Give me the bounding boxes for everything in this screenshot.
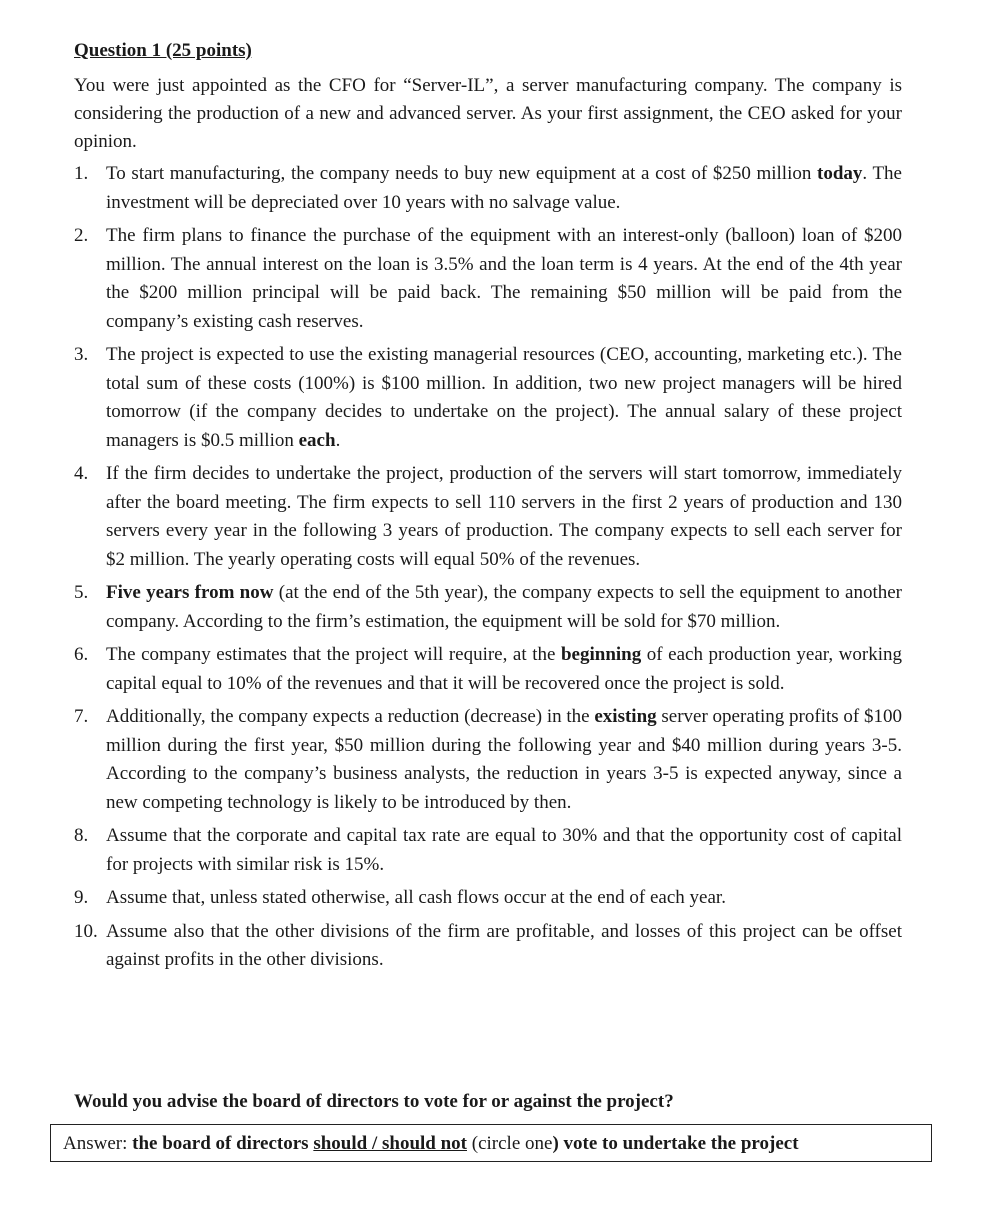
list-item: 6. The company estimates that the project will require, at the beginning of each production year, working capital equal to 10% of the revenues and that it will be recovered once the project is sold. — [74, 641, 902, 698]
question-prompt: Would you advise the board of directors to vote for or against the project? — [74, 1091, 674, 1112]
assumption-list — [74, 160, 902, 975]
question-page — [74, 38, 902, 980]
list-item: 2. The firm plans to finance the purchase of the equipment with an interest-only (balloon) loan of $200 million. The annual interest on the loan is 3.5% and the loan term is 4 years. At the end of the 4th year the $200 million principal will be paid back. The remaining $50 million will be paid from the company’s existing cash reserves. — [74, 222, 902, 336]
list-item: 7. Additionally, the company expects a reduction (decrease) in the existing server operating profits of $100 million during the first year, $50 million during the following year and $40 million during years 3-5. According to the company’s business analysts, the reduction in years 3-5 is expected anyway, since a new competing technology is likely to be introduced by then. — [74, 703, 902, 817]
answer-part-2: (circle one — [467, 1133, 553, 1154]
list-item: 9. Assume that, unless stated otherwise, all cash flows occur at the end of each year. — [74, 884, 902, 913]
answer-part-3: ) vote to undertake the project — [552, 1133, 799, 1154]
list-item: 1. To start manufacturing, the company needs to buy new equipment at a cost of $250 million today. The investment will be depreciated over 10 years with no salvage value. — [74, 160, 902, 217]
item-number: 8. — [74, 825, 89, 846]
list-item: 8. Assume that the corporate and capital tax rate are equal to 30% and that the opportunity cost of capital for projects with similar risk is 15%. — [74, 822, 902, 879]
item-number: 4. — [74, 463, 89, 484]
list-item: 5. Five years from now (at the end of the 5th year), the company expects to sell the equipment to another company. According to the firm’s estimation, the equipment will be sold for $70 million. — [74, 579, 902, 636]
intro-paragraph: You were just appointed as the CFO for “Server-IL”, a server manufacturing company. The company is considering the production of a new and advanced server. As your first assignment, the CEO asked for your opinion. — [74, 75, 902, 152]
list-item: 3. The project is expected to use the existing managerial resources (CEO, accounting, marketing etc.). The total sum of these costs (100%) is $100 million. In addition, two new project managers will be hired tomorrow (if the company decides to undertake on the project). The annual salary of these project managers is $0.5 million each. — [74, 341, 902, 455]
answer-box[interactable] — [50, 1124, 932, 1162]
item-number: 5. — [74, 582, 89, 603]
item-number: 3. — [74, 344, 89, 365]
item-number: 2. — [74, 225, 89, 246]
answer-part-1: the board of directors — [132, 1133, 314, 1154]
item-number: 6. — [74, 644, 89, 665]
answer-choice[interactable]: should / should not — [313, 1133, 467, 1154]
list-item: 10. Assume also that the other divisions of the firm are profitable, and losses of this project can be offset against profits in the other divisions. — [74, 918, 902, 975]
list-item: 4. If the firm decides to undertake the project, production of the servers will start tomorrow, immediately after the board meeting. The firm expects to sell 110 servers in the first 2 years of production and 130 servers every year in the following 3 years of production. The company expects to sell each server for $2 million. The yearly operating costs will equal 50% of the revenues. — [74, 460, 902, 574]
question-title: Question 1 (25 points) — [74, 40, 252, 61]
item-number: 7. — [74, 706, 89, 727]
item-number: 1. — [74, 163, 89, 184]
answer-label: Answer: — [63, 1133, 133, 1154]
item-number: 9. — [74, 887, 89, 908]
item-number: 10. — [74, 920, 98, 942]
